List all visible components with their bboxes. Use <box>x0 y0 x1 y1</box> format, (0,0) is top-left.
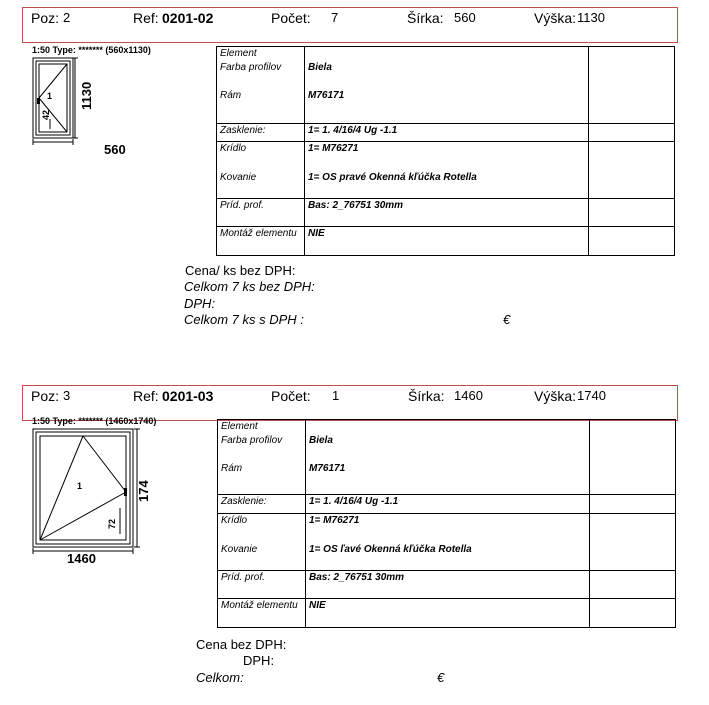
ram-value: M76171 <box>309 463 346 474</box>
price-line-4: Celkom 7 ks s DPH : <box>184 312 304 327</box>
ram-label: Rám <box>220 90 242 101</box>
price-line-1: Cena bez DPH: <box>196 637 287 652</box>
sash-number: 1 <box>77 481 83 491</box>
kridlo-value: 1= M76271 <box>308 143 359 154</box>
prid-value: Bas: 2_76751 30mm <box>306 571 590 599</box>
price-line-3: DPH: <box>184 296 216 311</box>
vyska-label: Výška: <box>534 388 577 404</box>
zasklenie-value: 1= 1. 4/16/4 Ug -1.1 <box>306 495 590 514</box>
spec-table <box>217 419 676 628</box>
sirka-value: 560 <box>454 10 476 25</box>
ref-label: Ref: <box>133 388 159 404</box>
pocet-label: Počet: <box>271 10 311 26</box>
prid-label: Príd. prof. <box>218 571 306 599</box>
zasklenie-label: Zasklenie: <box>217 124 305 142</box>
zasklenie-value: 1= 1. 4/16/4 Ug -1.1 <box>305 124 589 142</box>
inner-dimension: 72 <box>107 518 117 529</box>
ram-value: M76171 <box>308 90 345 101</box>
price-line-2: DPH: <box>243 653 275 668</box>
width-dimension: 1460 <box>67 551 96 566</box>
pocet-value: 7 <box>331 10 339 25</box>
pocet-label: Počet: <box>271 388 311 404</box>
vyska-value: 1130 <box>577 10 605 25</box>
poz-value: 2 <box>63 10 71 25</box>
spec-table <box>216 46 675 256</box>
price-line-1: Cena/ ks bez DPH: <box>185 263 296 278</box>
ram-label: Rám <box>221 463 243 474</box>
kridlo-value: 1= M76271 <box>309 515 360 526</box>
kovanie-label: Kovanie <box>220 172 257 183</box>
drawing-caption: 1:50 Type: ******* (560x1130) <box>32 45 151 55</box>
poz-value: 3 <box>63 388 71 403</box>
farba-label: Farba profilov <box>221 435 283 446</box>
kovanie-value: 1= OS pravé Okenná kľúčka Rotella <box>308 172 477 183</box>
item-header <box>22 7 678 43</box>
montaz-label: Montáž elementu <box>218 599 306 628</box>
drawing-caption: 1:50 Type: ******* (1460x1740) <box>32 416 157 426</box>
montaz-value: NIE <box>305 227 589 256</box>
ref-value: 0201-02 <box>162 10 214 26</box>
kridlo-label: Krídlo <box>220 143 247 154</box>
currency-symbol: € <box>437 670 445 685</box>
width-dimension: 560 <box>104 142 126 157</box>
poz-label: Poz: <box>31 10 60 26</box>
element-label: Element <box>221 421 258 432</box>
currency-symbol: € <box>503 312 511 327</box>
kovanie-value: 1= OS ľavé Okenná kľúčka Rotella <box>309 544 472 555</box>
farba-value: Biela <box>309 435 333 446</box>
ref-value: 0201-03 <box>162 388 214 404</box>
sirka-value: 1460 <box>454 388 483 403</box>
sash-number: 1 <box>47 91 53 101</box>
montaz-value: NIE <box>306 599 590 628</box>
height-dimension: 174 <box>136 480 151 502</box>
sirka-label: Šírka: <box>407 10 444 26</box>
vyska-label: Výška: <box>534 10 577 26</box>
montaz-label: Montáž elementu <box>217 227 305 256</box>
prid-label: Príd. prof. <box>217 199 305 227</box>
poz-label: Poz: <box>31 388 60 404</box>
element-label: Element <box>220 48 257 59</box>
kridlo-label: Krídlo <box>221 515 248 526</box>
ref-label: Ref: <box>133 10 159 26</box>
prid-value: Bas: 2_76751 30mm <box>305 199 589 227</box>
farba-label: Farba profilov <box>220 62 282 73</box>
pocet-value: 1 <box>332 388 340 403</box>
price-line-3: Celkom: <box>196 670 244 685</box>
vyska-value: 1740 <box>577 388 606 403</box>
height-dimension: 1130 <box>79 81 94 110</box>
sirka-label: Šírka: <box>408 388 445 404</box>
price-line-2: Celkom 7 ks bez DPH: <box>184 279 315 294</box>
inner-dimension: 42 <box>41 109 51 120</box>
farba-value: Biela <box>308 62 332 73</box>
kovanie-label: Kovanie <box>221 544 258 555</box>
zasklenie-label: Zasklenie: <box>218 495 306 514</box>
